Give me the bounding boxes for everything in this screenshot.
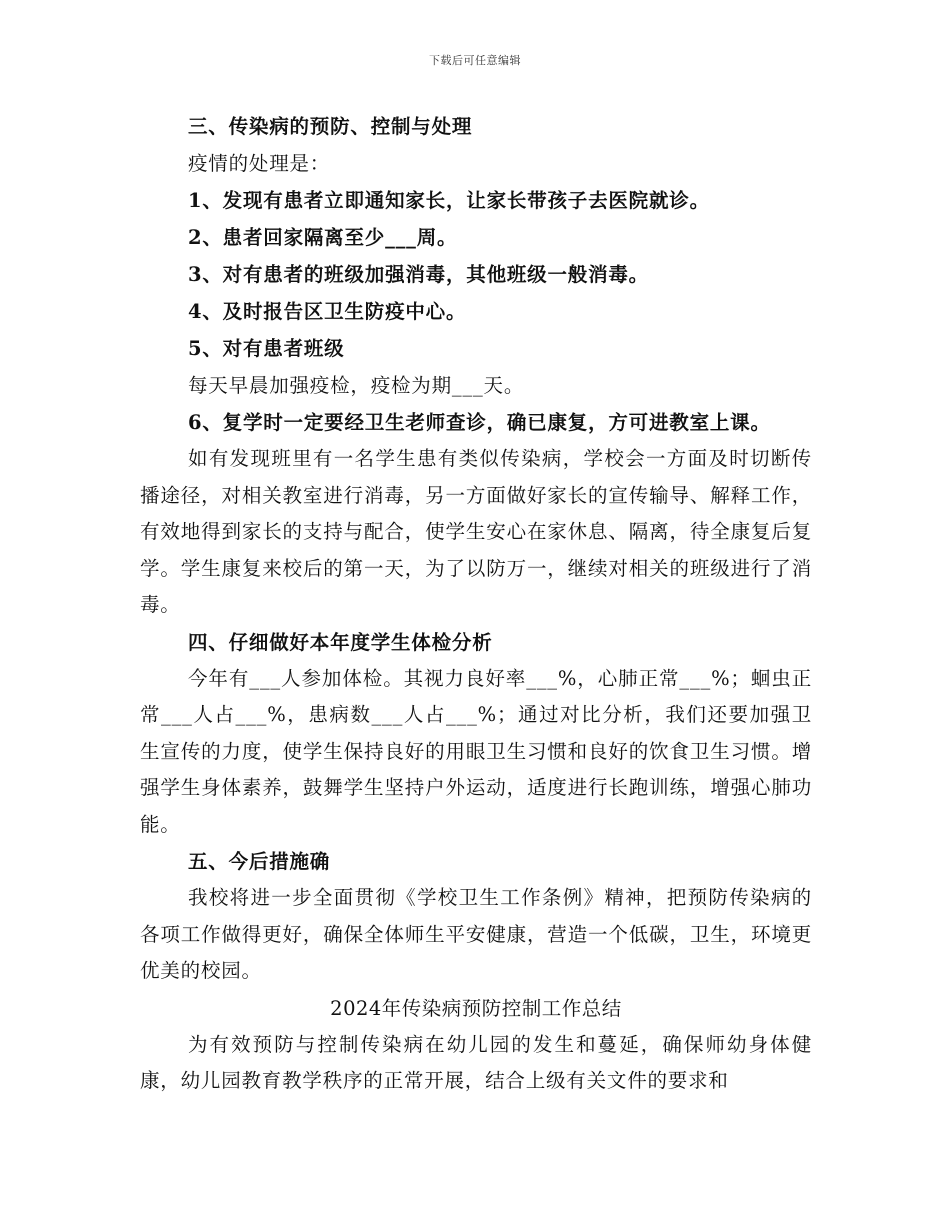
page-header: 下载后可任意编辑 bbox=[429, 54, 521, 67]
section-3-daily-check: 每天早晨加强疫检，疫检为期___天。 bbox=[188, 374, 525, 397]
next-document-title: 2024年传染病预防控制工作总结 bbox=[330, 996, 622, 1020]
section-4-heading: 四、仔细做好本年度学生体检分析 bbox=[188, 630, 493, 654]
section-3-item-4: 4、及时报告区卫生防疫中心。 bbox=[188, 300, 467, 323]
section-4-paragraph: 今年有___人参加体检。其视力良好率___%，心肺正常___%；蛔虫正常___人占___%，患病数___人占___%；通过对比分析，我们还要加强卫生宣传的力度，使学生保持良好的用眼卫生习惯和良好的饮食卫生习惯。增强学生身体素养，鼓舞学生坚持户外运动，适度进行长跑训练，增强心肺功能。 bbox=[140, 666, 812, 836]
section-5-heading: 五、今后措施确 bbox=[188, 850, 331, 873]
section-3-paragraph: 如有发现班里有一名学生患有类似传染病，学校会一方面及时切断传播途径，对相关教室进行消毒，另一方面做好家长的宣传输导、解释工作，有效地得到家长的支持与配合，使学生安心在家休息、隔离，待全康复后复学。学生康复来校后的第一天，为了以防万一，继续对相关的班级进行了消毒。 bbox=[140, 447, 812, 616]
section-3-heading: 三、传染病的预防、控制与处理 bbox=[188, 115, 473, 138]
next-document-paragraph: 为有效预防与控制传染病在幼儿园的发生和蔓延，确保师幼身体健康，幼儿园教育教学秩序的正常开展，结合上级有关文件的要求和 bbox=[140, 1032, 812, 1092]
section-3-intro: 疫情的处理是： bbox=[188, 152, 331, 175]
document-body bbox=[140, 108, 812, 1100]
section-3-item-2: 2、患者回家隔离至少___周。 bbox=[188, 226, 458, 249]
section-3-item-1: 1、发现有患者立即通知家长，让家长带孩子去医院就诊。 bbox=[188, 189, 710, 212]
section-3-item-3: 3、对有患者的班级加强消毒，其他班级一般消毒。 bbox=[188, 263, 649, 286]
section-3-item-6: 6、复学时一定要经卫生老师查诊，确已康复，方可进教室上课。 bbox=[188, 411, 771, 434]
section-5-paragraph: 我校将进一步全面贯彻《学校卫生工作条例》精神，把预防传染病的各项工作做得更好，确保全体师生平安健康，营造一个低碳，卫生，环境更优美的校园。 bbox=[140, 886, 812, 982]
section-3-item-5: 5、对有患者班级 bbox=[188, 337, 345, 360]
